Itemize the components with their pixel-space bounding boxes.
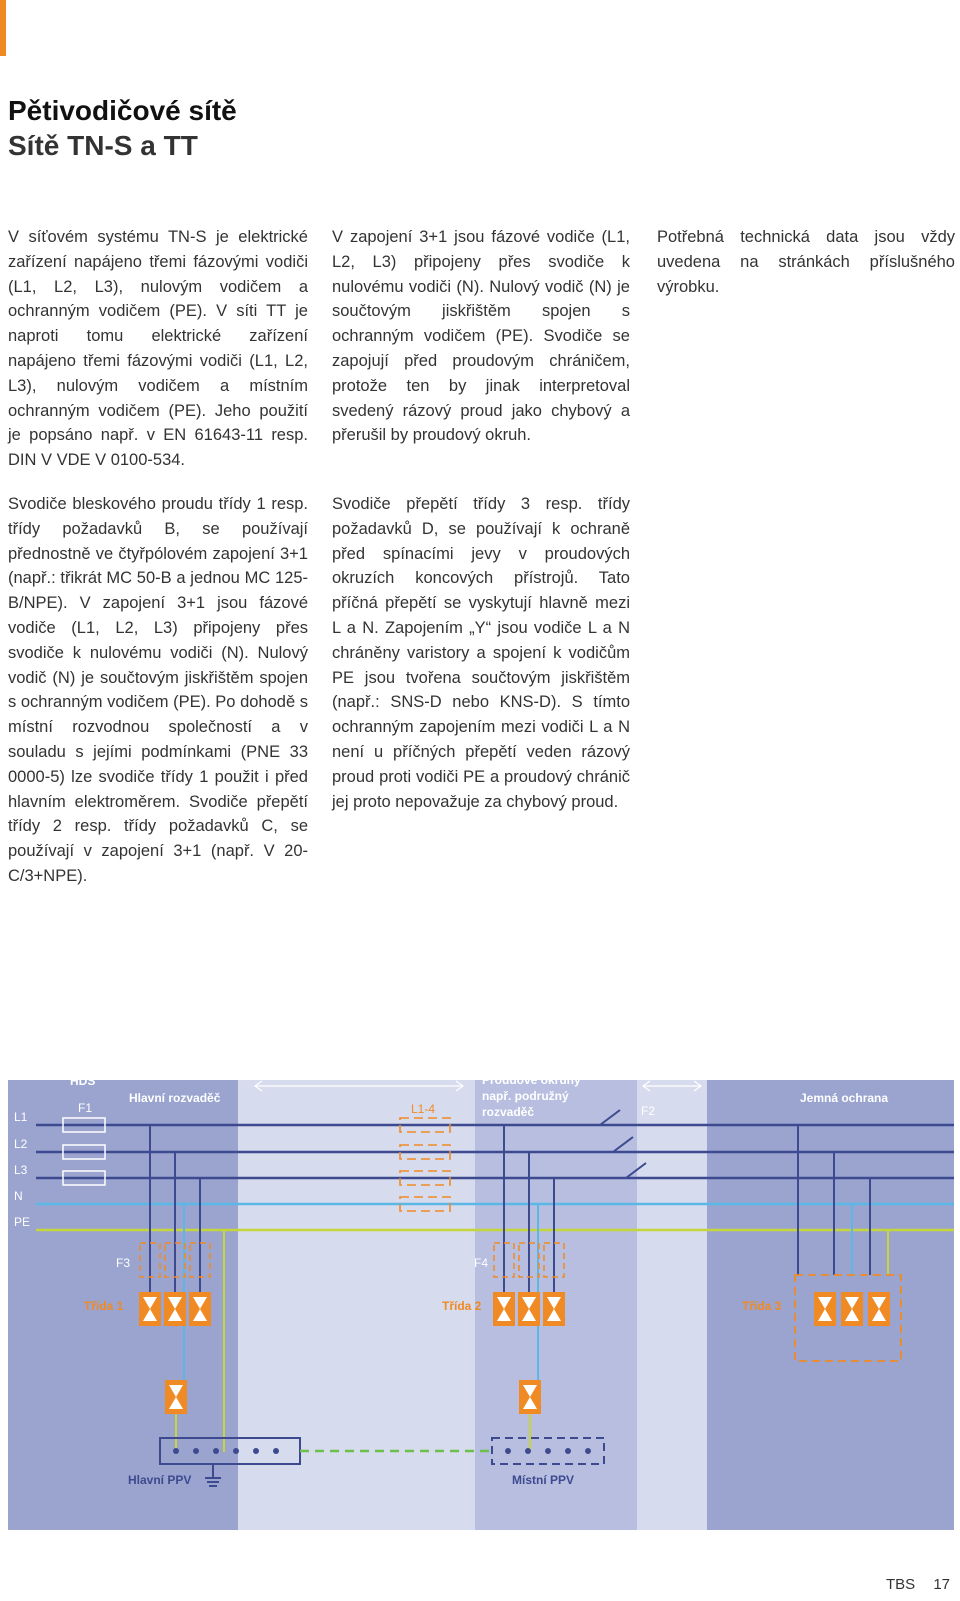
label-jemna-ochrana: Jemná ochrana — [800, 1091, 889, 1105]
label-l2: L2 — [14, 1137, 28, 1151]
label-l1-4: L1-4 — [411, 1102, 436, 1116]
label-trida-2: Třída 2 — [442, 1299, 482, 1313]
wiring-diagram — [8, 1066, 954, 1530]
band-line-length-1 — [238, 1080, 475, 1530]
label-trida-3: Třída 3 — [742, 1299, 782, 1313]
label-mistni-ppv: Místní PPV — [512, 1473, 575, 1487]
paragraph-class-1: Svodiče bleskového proudu třídy 1 resp. třídy požadavků B, se používají přednostně ve čtyřpólovém zapojení 3+1 (např.: třikrát MC 50-B a jednou MC 125-B/NPE). V zapojení 3+1 jsou fázové vodiče (L1, L2, L3) připojeny přes svodiče k nulovému vodiči (N). Nulový vodič (N) je součtovým jiskřištěm spojen s ochranným vodičem (PE). Po dohodě s místní rozvodnou společností a v souladu s jejími podmínkami (PNE 33 0000-5) lze svodiče třídy 1 použit i před hlavním elektroměrem. Svodiče přepětí třídy 2 resp. třídy požadavků C, se používají v zapojení 3+1 (např. V 20-C/3+NPE). — [8, 495, 308, 885]
label-l3: L3 — [14, 1163, 28, 1177]
accent-bar — [0, 0, 6, 56]
label-delka-vedeni-2: Délka vedení — [667, 1066, 741, 1080]
label-n: N — [14, 1189, 23, 1203]
paragraph-class-3: Svodiče přepětí třídy 3 resp. třídy požadavků D, se používají k ochraně před spínacími jevy v proudových okruzích koncových přístrojů. Tato příčná přepětí se vyskytují hlavně mezi L a N. Zapojením „Y“ jsou vodiče L a N chráněny varistory a spojení k vodičům PE jsou tvořena součtovým jiskřištěm (např.: SNS-D nebo KNS-D). S tímto ochranným zapojením mezi vodiči L a N není u příčných přepětí veden rázový proud proti vodiči PE a proudový chránič jej proto nepovažuje za chybový proud. — [332, 495, 630, 811]
page-footer — [872, 1576, 950, 1593]
label-hlavni-ppv: Hlavní PPV — [128, 1473, 192, 1487]
page-subtitle: Sítě TN-S a TT — [8, 129, 198, 161]
label-l1: L1 — [14, 1110, 28, 1124]
label-delka-vedeni-1: Délka vedení — [280, 1066, 354, 1080]
label-hlavni-rozvadec: Hlavní rozvaděč — [129, 1091, 221, 1105]
band-line-length-2 — [637, 1080, 707, 1530]
footer-brand: TBS — [885, 1576, 916, 1593]
paragraph-3plus1: V zapojení 3+1 jsou fázové vodiče (L1, L2, L3) připojeny přes svodiče k nulovému vodiči (N). Nulový vodič (N) je součtovým jiskřištěm spojen s ochranným vodičem (PE). Svodiče se zapojují před proudovým chráničem, protože ten by jinak interpretoval svedený rázový proud jako chybový a přerušil by proudový okruh. — [332, 228, 630, 445]
label-proudove-okruhy: Proudové okruhy — [482, 1073, 581, 1087]
label-hds: HDS — [70, 1074, 96, 1088]
label-pe: PE — [14, 1215, 31, 1229]
paragraph-tn-s-tt: V síťovém systému TN-S je elektrické zařízení napájeno třemi fázovými vodiči (L1, L2, L3), nulovým vodičem a ochranným vodičem (PE). V síti TT je naproti tomu elektrické zařízení napájeno třemi fázovými vodiči (L1, L2, L3), nulovým vodičem a místním ochranným vodičem (PE). Jeho použití je popsáno např. v EN 61643-11 resp. DIN V VDE V 0100-534. — [8, 228, 308, 470]
label-trida-1: Třída 1 — [84, 1299, 124, 1313]
label-f3: F3 — [116, 1256, 131, 1270]
label-podruzny: např. podružný — [482, 1089, 569, 1103]
page-title: Pětivodičové sítě — [8, 95, 237, 126]
label-f1: F1 — [78, 1101, 93, 1115]
page-number: 17 — [933, 1576, 950, 1593]
paragraph-technical-data: Potřebná technická data jsou vždy uvedena na stránkách příslušného výrobku. — [657, 228, 955, 296]
title-block — [8, 94, 237, 163]
label-rozvadec: rozvaděč — [482, 1105, 535, 1119]
label-f2: F2 — [641, 1104, 656, 1118]
label-f4: F4 — [474, 1256, 489, 1270]
